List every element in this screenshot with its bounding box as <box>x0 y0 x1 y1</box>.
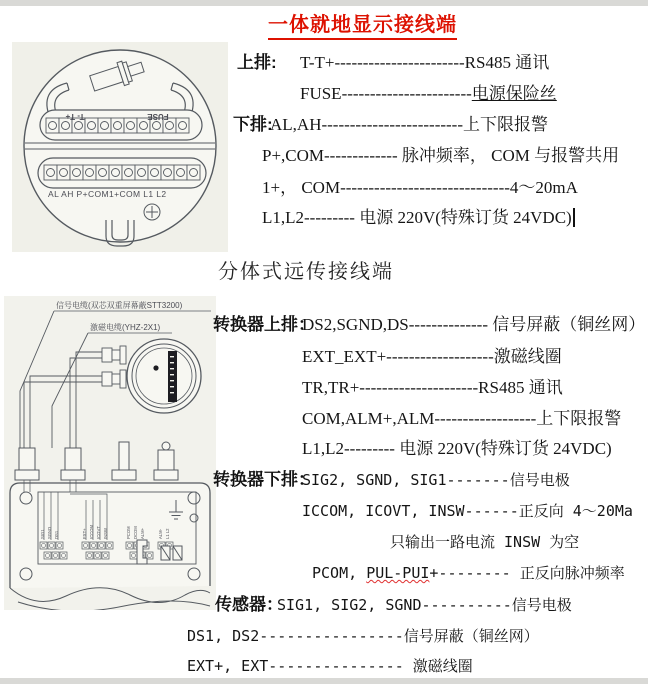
wiring-text: L1,L2--------- 电源 220V(特殊订货 24VDC) <box>262 208 572 227</box>
svg-text:ICCOM: ICCOM <box>89 525 94 539</box>
wiring-line <box>262 145 619 167</box>
wiring-line <box>302 438 612 460</box>
wiring-line <box>215 594 572 616</box>
bottom-strip-labels: AL AH P+COM1+COM L1 L2 <box>48 189 167 199</box>
wiring-line <box>187 655 473 677</box>
svg-text:ALM-: ALM- <box>158 528 163 539</box>
top-strip-left-label: T- T+ <box>65 112 85 121</box>
wiring-text: SIG1, SIG2, SGND----------信号电极 <box>277 596 572 614</box>
page-title: 一体就地显示接线端 <box>268 8 457 40</box>
wiring-line <box>302 377 563 399</box>
wiring-text: T-T+-----------------------RS485 通讯 <box>300 53 550 72</box>
wiring-text-spellcheck: PUL-PUI <box>366 564 430 582</box>
wiring-text: TR,TR+---------------------RS485 通讯 <box>302 378 563 397</box>
wiring-text: EXT+, EXT--------------- 激磁线圈 <box>187 657 473 675</box>
bottom-edge-bar <box>0 678 648 684</box>
ground-screw-icon <box>144 204 160 220</box>
remote-wiring-diagram <box>4 296 216 610</box>
row-group-label: 传感器： <box>215 595 283 614</box>
wiring-line <box>213 314 645 336</box>
svg-text:ICOVT: ICOVT <box>96 526 101 539</box>
wiring-line <box>262 177 578 199</box>
wiring-text: L1,L2--------- 电源 220V(特殊订货 24VDC) <box>302 439 612 458</box>
wiring-text-underlined: 电源保险丝 <box>471 84 557 103</box>
svg-text:SGND: SGND <box>47 526 52 539</box>
top-edge-bar <box>0 0 648 6</box>
wiring-line <box>302 408 621 430</box>
row-group-label: 上排: <box>237 53 277 72</box>
sensor-gauge <box>127 339 201 413</box>
wiring-text: DS1, DS2----------------信号屏蔽（铜丝网） <box>187 627 539 645</box>
wiring-line <box>213 469 570 491</box>
text-cursor <box>573 208 575 227</box>
wiring-text: FUSE----------------------- <box>300 84 472 103</box>
integrated-terminal-diagram <box>12 42 228 252</box>
wiring-line <box>237 52 549 74</box>
svg-text:SIG1: SIG1 <box>40 529 45 539</box>
wiring-line <box>302 346 562 368</box>
wiring-text: PCOM, <box>312 564 367 582</box>
svg-text:EXT+: EXT+ <box>82 528 87 539</box>
wiring-line <box>300 83 557 105</box>
wiring-text: P+,COM------------- 脉冲频率， COM 与报警共用 <box>262 146 620 165</box>
wiring-text: 只输出一路电流 INSW 为空 <box>390 533 580 551</box>
wiring-line <box>262 207 575 229</box>
wiring-text: +-------- 正反向脉冲频率 <box>429 564 625 582</box>
wiring-line <box>233 114 548 136</box>
row-group-label: 转换器下排： <box>213 470 315 489</box>
section-heading: 分体式远传接线端 <box>218 261 394 283</box>
wiring-line <box>187 625 539 647</box>
svg-text:L1 L2: L1 L2 <box>165 528 170 539</box>
svg-text:INSW: INSW <box>103 528 108 539</box>
wiring-text: ICCOM, ICOVT, INSW------正反向 4～20Ma <box>302 502 633 520</box>
wiring-text: SIG2, SGND, SIG1-------信号电极 <box>302 471 570 489</box>
bottom-terminal-screws <box>44 165 200 180</box>
wiring-line <box>312 562 625 584</box>
svg-text:DS1: DS1 <box>54 530 59 539</box>
wiring-text: EXT_EXT+-------------------激磁线圈 <box>302 347 562 366</box>
wiring-text: DS2,SGND,DS-------------- 信号屏蔽（铜丝网） <box>302 315 646 334</box>
wiring-text: 1+， COM------------------------------4～20mA <box>262 178 578 197</box>
svg-text:PCOM: PCOM <box>126 526 131 539</box>
svg-text:DCOM: DCOM <box>133 526 138 539</box>
signal-cable-label: 信号电缆(双芯双重屏幕蔽STT3200) <box>56 301 183 310</box>
row-group-label: 转换器上排： <box>213 315 315 334</box>
row-group-label: 下排: <box>233 115 273 134</box>
top-strip-fuse-label: FUSE <box>147 112 169 121</box>
sensor-terminal-strip <box>168 351 177 402</box>
wiring-text: AL,AH-------------------------上下限报警 <box>270 115 548 134</box>
excitation-cable-label: 激磁电缆(YHZ-2X1) <box>90 323 161 332</box>
wiring-text: COM,ALM+,ALM------------------上下限报警 <box>302 409 622 428</box>
svg-text:ALM+: ALM+ <box>140 527 145 539</box>
wiring-line <box>302 500 633 522</box>
wiring-line <box>390 531 579 553</box>
